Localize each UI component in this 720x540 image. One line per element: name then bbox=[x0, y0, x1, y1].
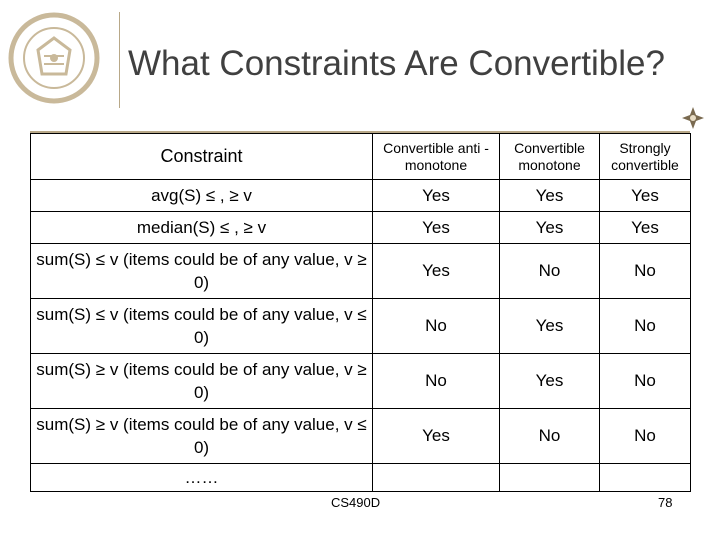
header-monotone: Convertible monotone bbox=[500, 134, 600, 180]
strongly-cell: No bbox=[600, 299, 691, 354]
table-header-row bbox=[31, 134, 691, 180]
table-row bbox=[31, 464, 691, 492]
slide-title: What Constraints Are Convertible? bbox=[128, 44, 665, 83]
table-row bbox=[31, 212, 691, 244]
strongly-cell: No bbox=[600, 354, 691, 409]
table-row bbox=[31, 409, 691, 464]
anti-monotone-cell bbox=[373, 464, 500, 492]
monotone-cell: No bbox=[500, 409, 600, 464]
anti-monotone-cell: Yes bbox=[373, 409, 500, 464]
anti-monotone-cell: No bbox=[373, 354, 500, 409]
strongly-cell bbox=[600, 464, 691, 492]
title-divider-vertical bbox=[119, 12, 120, 108]
monotone-cell: Yes bbox=[500, 354, 600, 409]
constraint-cell: sum(S) ≤ v (items could be of any value, v ≤ 0) bbox=[31, 299, 373, 354]
monotone-cell bbox=[500, 464, 600, 492]
strongly-cell: No bbox=[600, 409, 691, 464]
header-constraint: Constraint bbox=[31, 134, 373, 180]
anti-monotone-cell: Yes bbox=[373, 212, 500, 244]
constraint-cell: avg(S) ≤ , ≥ v bbox=[31, 180, 373, 212]
header-anti-monotone: Convertible anti -monotone bbox=[373, 134, 500, 180]
footer-course: CS490D bbox=[331, 495, 381, 510]
anti-monotone-cell: No bbox=[373, 299, 500, 354]
monotone-cell: Yes bbox=[500, 299, 600, 354]
strongly-cell: No bbox=[600, 244, 691, 299]
table-row bbox=[31, 354, 691, 409]
table-row bbox=[31, 299, 691, 354]
constraints-table bbox=[30, 133, 691, 492]
anti-monotone-cell: Yes bbox=[373, 244, 500, 299]
monotone-cell: Yes bbox=[500, 180, 600, 212]
table-row bbox=[31, 244, 691, 299]
monotone-cell: Yes bbox=[500, 212, 600, 244]
monotone-cell: No bbox=[500, 244, 600, 299]
constraint-cell: sum(S) ≤ v (items could be of any value, v ≥ 0) bbox=[31, 244, 373, 299]
constraint-cell: sum(S) ≥ v (items could be of any value, v ≤ 0) bbox=[31, 409, 373, 464]
header-strongly: Strongly convertible bbox=[600, 134, 691, 180]
table-row bbox=[31, 180, 691, 212]
decorative-ornament-icon bbox=[680, 105, 706, 131]
strongly-cell: Yes bbox=[600, 212, 691, 244]
university-seal-icon bbox=[8, 12, 100, 104]
anti-monotone-cell: Yes bbox=[373, 180, 500, 212]
strongly-cell: Yes bbox=[600, 180, 691, 212]
constraint-cell: sum(S) ≥ v (items could be of any value, v ≥ 0) bbox=[31, 354, 373, 409]
constraint-cell: …… bbox=[31, 464, 373, 492]
page-number: 78 bbox=[658, 495, 673, 510]
constraint-cell: median(S) ≤ , ≥ v bbox=[31, 212, 373, 244]
